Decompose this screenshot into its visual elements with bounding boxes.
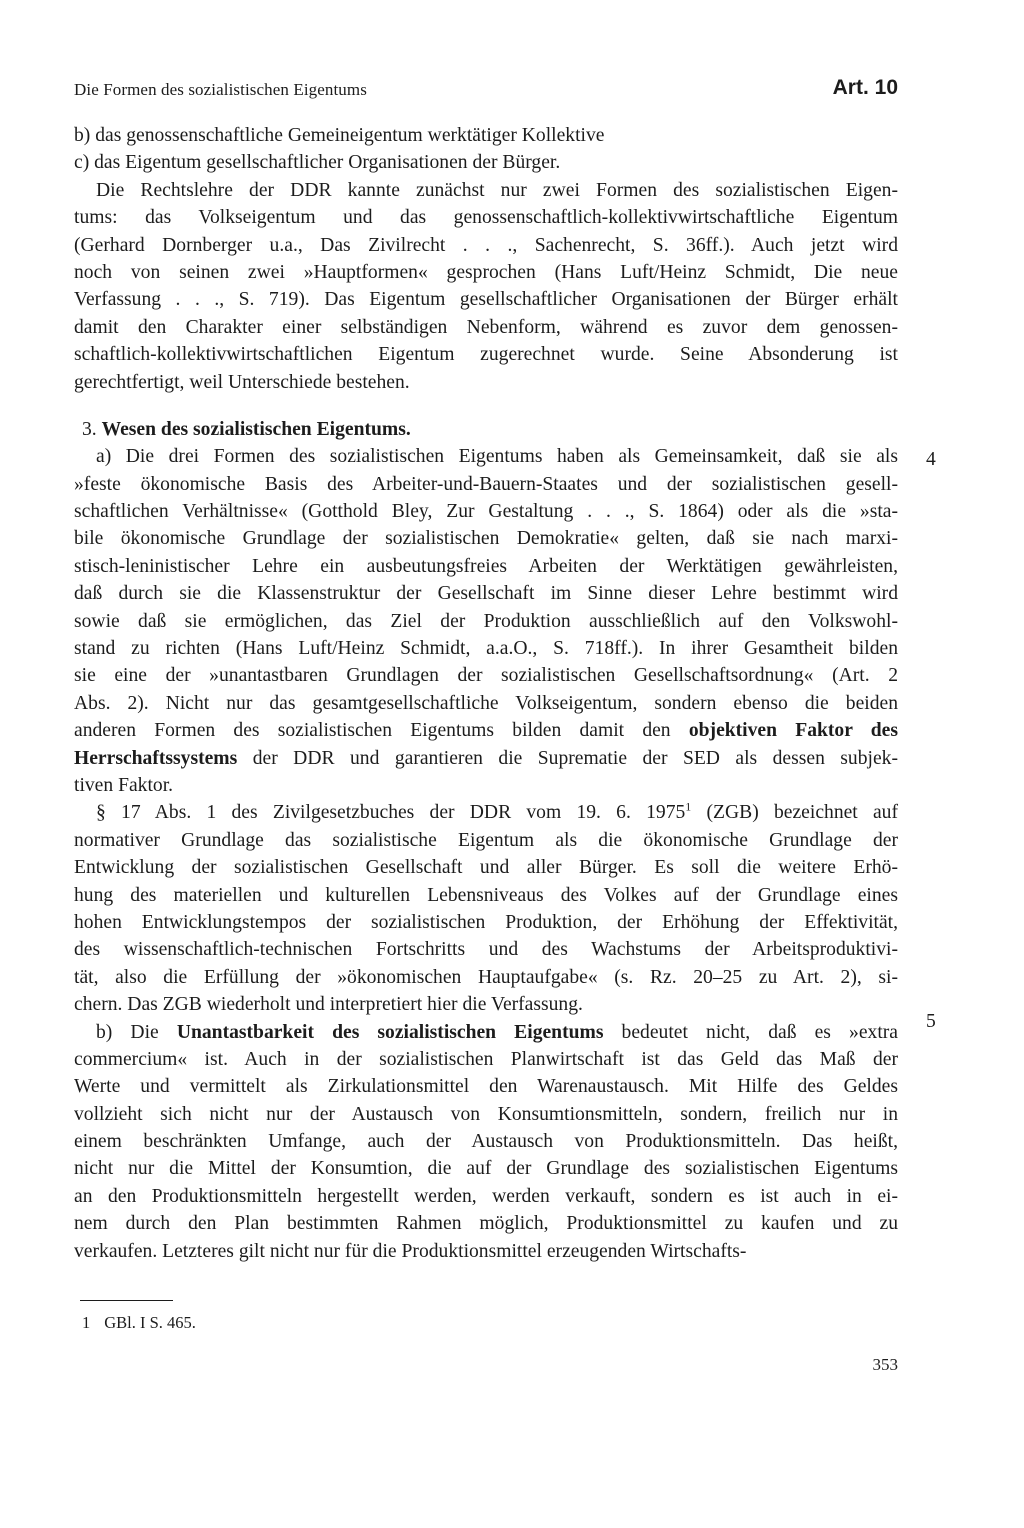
text-line	[74, 122, 898, 149]
text-segment: Werte und vermittelt als Zirkulationsmittel den Warenaustausch. Mit Hilfe des Geldes	[74, 1076, 898, 1098]
text-line	[74, 443, 898, 470]
bold-emphasis: objektiven Faktor des	[688, 720, 899, 742]
text-segment: des wissenschaftlich-technischen Fortschritts und des Wachstums der Arbeitsproduktivi-	[74, 939, 898, 961]
text-segment: tiven Faktor.	[74, 774, 174, 796]
text-segment: anderen Formen des sozialistischen Eigentums bilden damit den	[74, 720, 689, 742]
text-segment: Abs. 2). Nicht nur das gesamtgesellschaftliche Volkseigentum, sondern ebenso die beiden	[74, 692, 898, 714]
bold-emphasis: Wesen des sozialistischen Eigentums.	[101, 418, 411, 440]
text-line	[74, 745, 898, 772]
running-title: Die Formen des sozialistischen Eigentums	[74, 80, 367, 99]
text-segment: hohen Entwicklungstempos der sozialistischen Produktion, der Erhöhung der Effektivität,	[74, 911, 898, 933]
text-line	[74, 1019, 898, 1046]
text-line	[74, 471, 898, 498]
text-line	[74, 286, 898, 313]
text-line	[74, 608, 898, 635]
text-line	[74, 232, 898, 259]
text-segment: stand zu richten (Hans Luft/Heinz Schmidt, a.a.O., S. 718ff.). In ihrer Gesamtheit bilden	[74, 638, 898, 660]
text-line	[74, 580, 898, 607]
text-line	[74, 177, 898, 204]
text-segment: bile ökonomische Grundlage der sozialistischen Demokratie« gelten, daß sie nach marxi-	[74, 528, 898, 550]
text-segment: tät, also die Erfüllung der »ökonomischen Hauptaufgabe« (s. Rz. 20–25 zu Art. 2), si-	[74, 966, 898, 988]
text-segment: Verfassung . . ., S. 719). Das Eigentum gesellschaftlicher Organisationen der Bürger erhält	[74, 289, 898, 311]
text-line	[74, 1155, 898, 1182]
text-segment: 3.	[82, 418, 102, 440]
text-segment: normativer Grundlage das sozialistische Eigentum als die ökonomische Grundlage der	[74, 829, 898, 851]
text-segment: nem durch den Plan bestimmten Rahmen möglich, Produktionsmittel zu kaufen und zu	[74, 1213, 898, 1235]
text-line	[74, 1238, 898, 1265]
text-line	[74, 909, 898, 936]
margin-number: 5	[926, 1011, 936, 1032]
article-label: Art. 10	[832, 76, 898, 99]
bold-emphasis: Unantastbarkeit des sozialistischen Eigentums	[176, 1021, 604, 1043]
body-text	[74, 122, 898, 1265]
text-segment: der DDR und garantieren die Suprematie der SED als dessen subjek-	[237, 747, 898, 769]
text-segment: stisch-leninistischer Lehre ein ausbeutungsfreies Arbeiten der Werktätigen gewährleisten,	[74, 555, 898, 577]
footnote	[82, 1313, 196, 1333]
text-segment: damit den Charakter einer selbständigen Nebenform, während es zuvor dem genossen-	[74, 316, 898, 338]
text-segment: daß durch sie die Klassenstruktur der Gesellschaft im Sinne dieser Lehre bestimmt wird	[74, 583, 898, 605]
text-line	[74, 1210, 898, 1237]
text-segment: noch von seinen zwei »Hauptformen« gesprochen (Hans Luft/Heinz Schmidt, Die neue	[74, 261, 898, 283]
text-segment: einem beschränkten Umfange, auch der Austausch von Produktionsmitteln. Das heißt,	[74, 1131, 898, 1153]
text-segment: sie eine der »unantastbaren Grundlagen der sozialistischen Gesellschaftsordnung« (Art. 2	[74, 665, 898, 687]
text-segment: commercium« ist. Auch in der sozialistischen Planwirtschaft ist das Geld das Maß der	[74, 1048, 898, 1070]
text-line	[74, 314, 898, 341]
footnote-rule	[80, 1300, 173, 1301]
text-segment: Die Rechtslehre der DDR kannte zunächst nur zwei Formen des sozialistischen Eigen-	[96, 179, 898, 201]
footnote-reference: 1	[685, 799, 692, 814]
text-line	[74, 553, 898, 580]
text-segment: hung des materiellen und kulturellen Lebensniveaus des Volkes auf der Grundlage eines	[74, 884, 898, 906]
text-line	[74, 1073, 898, 1100]
text-segment: a) Die drei Formen des sozialistischen Eigentums haben als Gemeinsamkeit, daß sie als	[96, 446, 898, 468]
text-line	[74, 991, 898, 1018]
text-line	[74, 341, 898, 368]
margin-number: 4	[926, 449, 936, 470]
text-segment: Entwicklung der sozialistischen Gesellschaft und aller Bürger. Es soll die weitere Erhö-	[74, 857, 898, 879]
text-line	[74, 369, 898, 396]
text-line	[74, 799, 898, 826]
text-segment: schaftlich-kollektivwirtschaftlichen Eigentum zugerechnet wurde. Seine Absonderung ist	[74, 344, 898, 366]
text-line	[74, 772, 898, 799]
text-segment: gerechtfertigt, weil Unterschiede bestehen.	[74, 371, 410, 393]
running-head	[74, 76, 898, 106]
text-line	[74, 854, 898, 881]
text-segment: (ZGB) bezeichnet auf	[691, 802, 899, 824]
text-line	[74, 690, 898, 717]
text-segment: § 17 Abs. 1 des Zivilgesetzbuches der DDR vom 19. 6. 1975	[96, 802, 686, 824]
text-segment: c) das Eigentum gesellschaftlicher Organisationen der Bürger.	[74, 152, 561, 174]
text-segment: b) das genossenschaftliche Gemeineigentum werktätiger Kollektive	[74, 125, 605, 146]
text-segment: schaftlichen Verhältnisse« (Gotthold Bley, Zur Gestaltung . . ., S. 1864) oder als die »sta-	[74, 501, 898, 523]
text-segment: sowie daß sie ermöglichen, das Ziel der Produktion ausschließlich auf den Volkswohl-	[74, 610, 898, 632]
text-line	[74, 204, 898, 231]
text-line	[74, 149, 898, 176]
text-line	[74, 1046, 898, 1073]
footnote-text: GBl. I S. 465.	[104, 1313, 196, 1332]
text-line	[74, 635, 898, 662]
footnote-number: 1	[82, 1313, 91, 1332]
text-segment: b) Die	[96, 1021, 177, 1043]
text-segment: nicht nur die Mittel der Konsumtion, die auf der Grundlage des sozialistischen Eigentums	[74, 1158, 898, 1180]
text-line	[74, 882, 898, 909]
text-segment: (Gerhard Dornberger u.a., Das Zivilrecht . . ., Sachenrecht, S. 36ff.). Auch jetzt wird	[74, 234, 898, 256]
text-line	[74, 1128, 898, 1155]
text-line	[74, 498, 898, 525]
text-segment: chern. Das ZGB wiederholt und interpretiert hier die Verfassung.	[74, 994, 583, 1016]
bold-emphasis: Herrschaftssystems	[74, 747, 238, 769]
text-line	[74, 259, 898, 286]
text-segment: vollzieht sich nicht nur der Austausch von Konsumtionsmitteln, sondern, freilich nur in	[74, 1103, 898, 1125]
text-line	[74, 1183, 898, 1210]
text-line	[74, 964, 898, 991]
text-segment: an den Produktionsmitteln hergestellt werden, werden verkauft, sondern es ist auch in ei-	[74, 1185, 898, 1207]
text-segment: verkaufen. Letzteres gilt nicht nur für die Produktionsmittel erzeugenden Wirtschafts-	[74, 1240, 747, 1262]
text-line	[74, 525, 898, 552]
text-line	[74, 827, 898, 854]
text-line	[74, 717, 898, 744]
text-segment: bedeutet nicht, daß es »extra	[603, 1021, 898, 1043]
section-heading	[74, 416, 898, 443]
text-segment: »feste ökonomische Basis des Arbeiter-und-Bauern-Staates und der sozialistischen gesell-	[74, 473, 898, 495]
text-line	[74, 936, 898, 963]
text-line	[74, 662, 898, 689]
page-number: 353	[872, 1355, 898, 1374]
text-line	[74, 1101, 898, 1128]
text-segment: tums: das Volkseigentum und das genossenschaftlich-kollektivwirtschaftliche Eigentum	[74, 207, 898, 229]
